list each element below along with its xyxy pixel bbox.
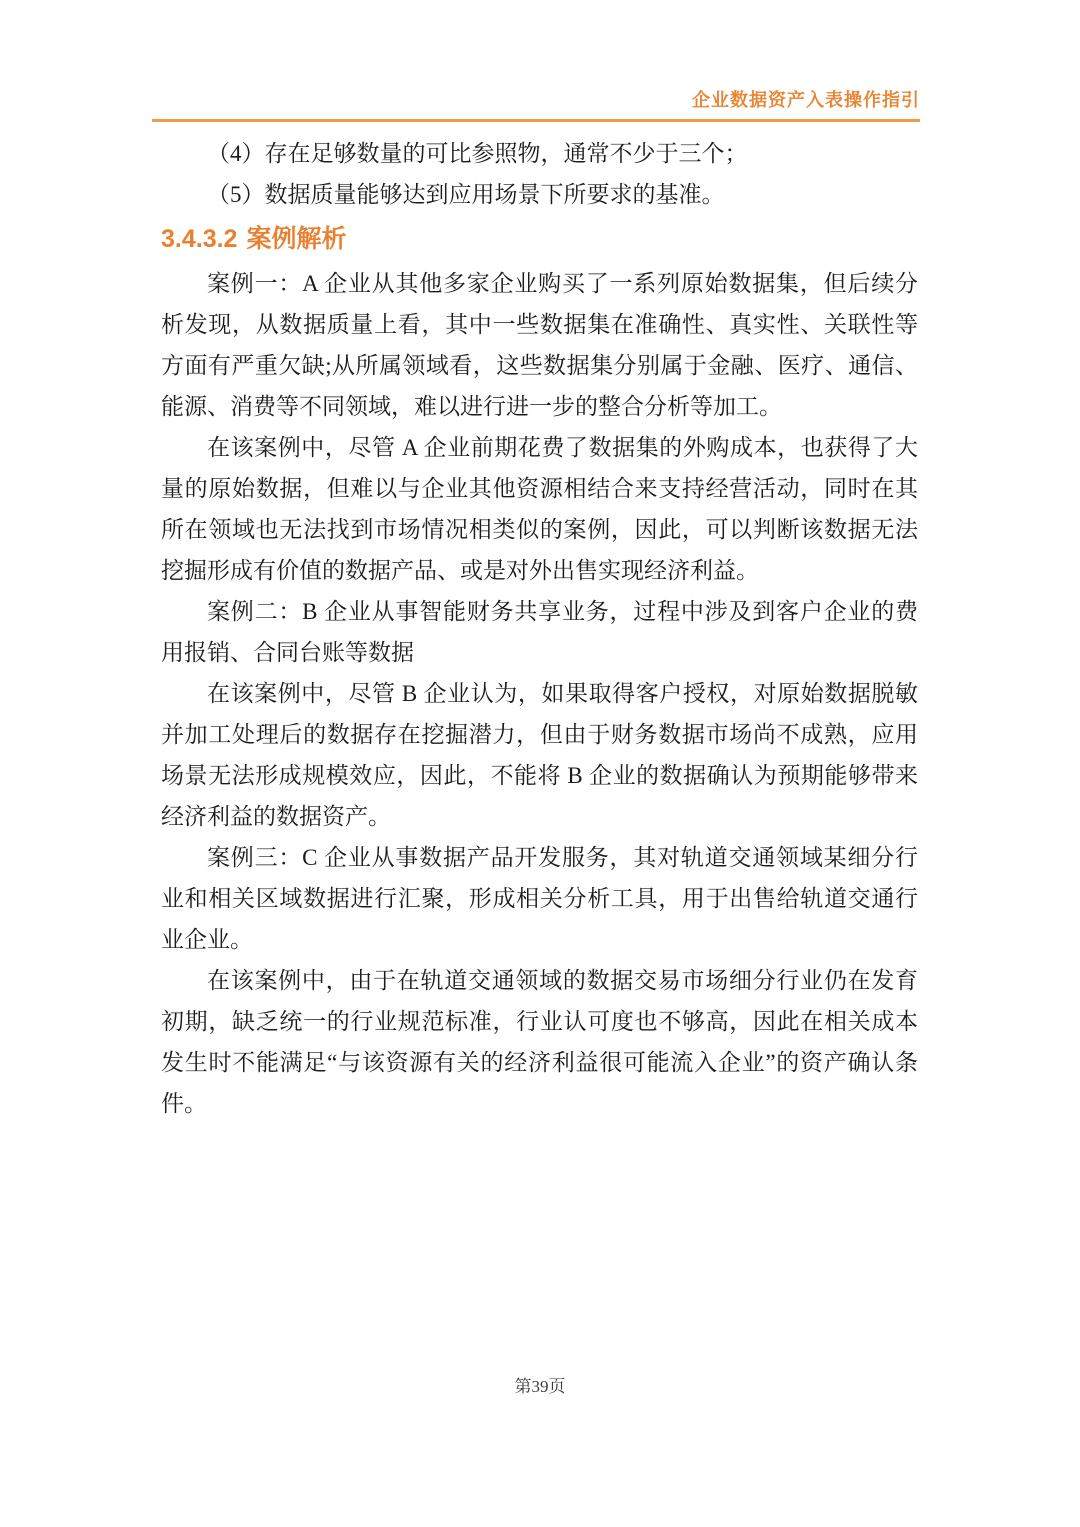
paragraph-case3: 案例三：C 企业从事数据产品开发服务，其对轨道交通领域某细分行业和相关区域数据进行汇聚，形成相关分析工具，用于出售给轨道交通行业企业。 xyxy=(161,845,918,952)
paragraph-case3-analysis: 在该案例中，由于在轨道交通领域的数据交易市场细分行业仍在发育初期，缺乏统一的行业规范标准，行业认可度也不够高，因此在相关成本发生时不能满足“与该资源有关的经济利益很可能流入企业”的资产确认条件。 xyxy=(161,968,918,1116)
header-divider xyxy=(152,119,920,122)
section-heading-number: 3.4.3.2 xyxy=(161,225,238,253)
page-footer xyxy=(0,1372,1080,1397)
document-body xyxy=(161,133,918,1124)
list-item-4: （4）存在足够数量的可比参照物，通常不少于三个； xyxy=(207,141,748,166)
paragraph-case1-analysis: 在该案例中，尽管 A 企业前期花费了数据集的外购成本，也获得了大量的原始数据，但难以与企业其他资源相结合来支持经营活动，同时在其所在领域也无法找到市场情况相类似的案例，因此，可以判断该数据无法挖掘形成有价值的数据产品、或是对外出售实现经济利益。 xyxy=(161,435,918,583)
header-title: 企业数据资产入表操作指引 xyxy=(692,90,920,110)
section-heading-title: 案例解析 xyxy=(246,225,347,253)
list-item-5: （5）数据质量能够达到应用场景下所要求的基准。 xyxy=(207,182,725,207)
page-header xyxy=(152,86,920,122)
paragraph-case2-analysis: 在该案例中，尽管 B 企业认为，如果取得客户授权，对原始数据脱敏并加工处理后的数据存在挖掘潜力，但由于财务数据市场尚不成熟，应用场景无法形成规模效应，因此，不能将 B 企业的数据确认为预期能够带来经济利益的数据资产。 xyxy=(161,681,918,829)
paragraph-case1: 案例一：A 企业从其他多家企业购买了一系列原始数据集，但后续分析发现，从数据质量上看，其中一些数据集在准确性、真实性、关联性等方面有严重欠缺;从所属领域看，这些数据集分别属于金融、医疗、通信、能源、消费等不同领域，难以进行进一步的整合分析等加工。 xyxy=(161,271,918,419)
section-heading xyxy=(161,217,918,261)
paragraph-case2: 案例二：B 企业从事智能财务共享业务，过程中涉及到客户企业的费用报销、合同台账等数据 xyxy=(161,599,918,665)
page-number: 第39页 xyxy=(514,1377,566,1396)
